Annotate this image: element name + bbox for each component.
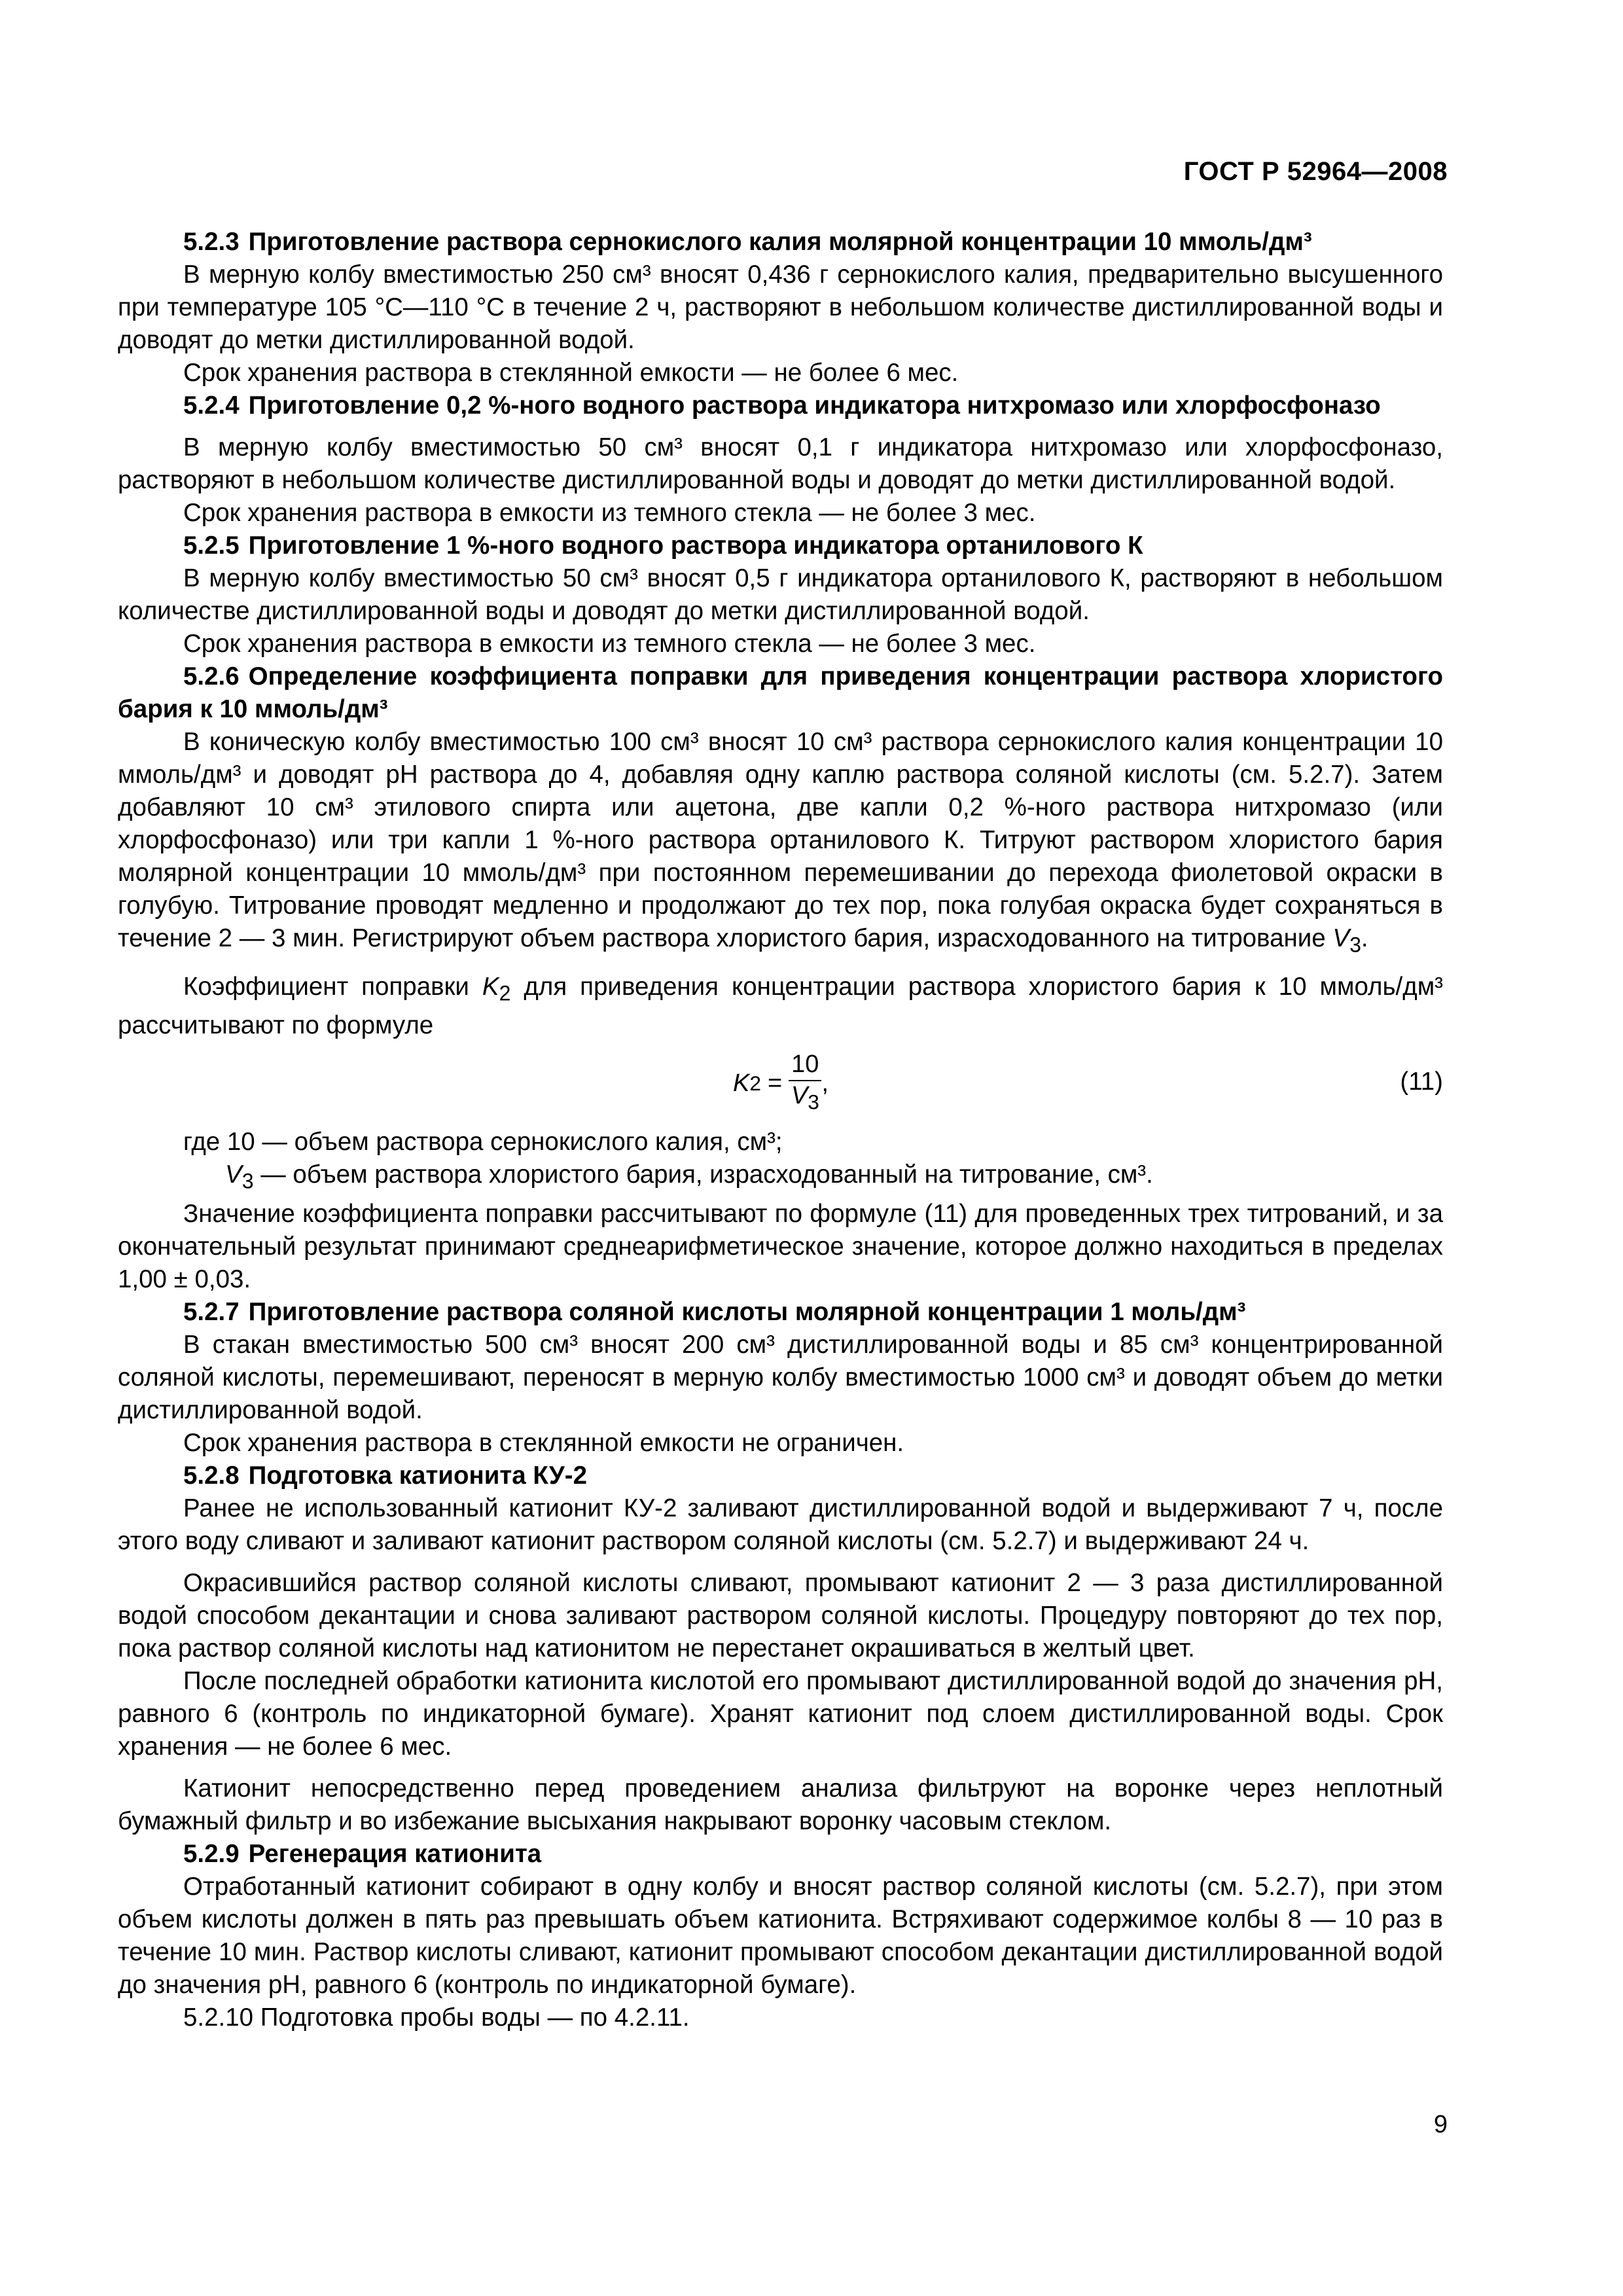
paragraph-text: для приведения концентрации раствора хлористого бария к 10 ммоль/дм³ рассчитывают по формуле (118, 972, 1444, 1040)
paragraph: Катионит непосредственно перед проведением анализа фильтруют на воронке через неплотный бумажный фильтр и во избежание высыхания накрывают воронку часовым стеклом. (118, 1774, 1443, 1836)
section-title: Приготовление 0,2 %-ного водного раствора индикатора нитхромазо или хлорфосфоназо (248, 391, 1381, 420)
section-title: Приготовление 1 %-ного водного раствора индикатора ортанилового К (248, 531, 1143, 560)
page-content (118, 226, 1443, 2034)
paragraph-text: В коническую колбу вместимостью 100 см³ вносят 10 см³ раствора сернокислого калия концентрации 10 ммоль/дм³ и доводят pH раствора до 4, добавляя одну каплю раствора соляной кислоты (см. 5.2.7). Затем добавляют 10 см³ этилового спирта или ацетона, две капли 0,2 %-ного раствора нитхромазо (или хлорфосфоназо) или три капли 1 %-ного раствора ортанилового К. Титруют раствором хлористого бария молярной концентрации 10 ммоль/дм³ при постоянном перемешивании до перехода фиолетовой окраски в голубую. Титрование проводят медленно и продолжают до тех пор, пока голубая окраска будет сохраняться в течение 2 — 3 мин. Регистрируют объем раствора хлористого бария, израсходованного на титрование (118, 728, 1443, 952)
page-number: 9 (1433, 2111, 1448, 2138)
paragraph: В стакан вместимостью 500 см³ вносят 200 см³ дистиллированной воды и 85 см³ концентрированной соляной кислоты, перемешивают, переносят в мерную колбу вместимостью 1000 см³ и доводят объем до метки дистиллированной водой. (118, 1331, 1443, 1425)
fraction (789, 1050, 821, 1117)
equals-sign: = (767, 1069, 783, 1098)
paragraph: В мерную колбу вместимостью 50 см³ вносят 0,1 г индикатора нитхромазо или хлорфосфоназо, растворяют в небольшом количестве дистиллированной воды и доводят до метки дистиллированной водой. (118, 433, 1443, 494)
subscript: 2 (499, 981, 511, 1005)
subscript: 3 (1349, 933, 1361, 957)
section-title: Определение коэффициента поправки для приведения концентрации раствора хлористого бария к 10 ммоль/дм³ (118, 662, 1443, 723)
punctuation: , (821, 1069, 829, 1098)
heading-5-2-4 (118, 389, 1443, 422)
section-number: 5.2.5 (183, 531, 240, 560)
formula-expression (733, 1050, 829, 1117)
paragraph: В мерную колбу вместимостью 50 см³ вносят 0,5 г индикатора ортанилового К, растворяют в небольшом количестве дистиллированной воды и доводят до метки дистиллированной водой. (118, 564, 1443, 625)
formula-lhs: K (733, 1069, 750, 1098)
formula-number: (11) (1400, 1067, 1443, 1096)
section-title: Регенерация катионита (248, 1840, 542, 1869)
paragraph: Значение коэффициента поправки рассчитывают по формуле (11) для проведенных трех титрований, и за окончательный результат принимают среднеарифметическое значение, которое должно находиться в пределах 1,00 ± 0,03. (118, 1200, 1443, 1294)
heading-5-2-7 (118, 1296, 1443, 1329)
paragraph: 5.2.10 Подготовка пробы воды — по 4.2.11. (183, 2003, 690, 2032)
paragraph: Отработанный катионит собирают в одну колбу и вносят раствор соляной кислоты (см. 5.2.7), при этом объем кислоты должен в пять раз превышать объем катионита. Встряхивают содержимое колбы 8 — 10 раз в течение 10 мин. Раствор кислоты сливают, катионит промывают способом декантации дистиллированной водой до значения pH, равного 6 (контроль по индикаторной бумаге). (118, 1873, 1443, 2000)
heading-5-2-3 (118, 226, 1443, 259)
section-title: Приготовление раствора соляной кислоты молярной концентрации 1 моль/дм³ (248, 1298, 1246, 1327)
paragraph-text: Коэффициент поправки (183, 972, 469, 1001)
formula-explanation: где 10 — объем раствора сернокислого калия, см³; (183, 1128, 783, 1157)
punctuation: . (1361, 924, 1368, 952)
paragraph (118, 971, 1443, 1043)
section-number: 5.2.3 (183, 228, 240, 256)
paragraph: Ранее не использованный катионит КУ-2 заливают дистиллированной водой и выдерживают 7 ч, после этого воду сливают и заливают катионит раствором соляной кислоты (см. 5.2.7) и выдерживают 24 ч. (118, 1494, 1443, 1556)
variable: V (791, 1082, 808, 1110)
paragraph-text: — объем раствора хлористого бария, израсходованный на титрование, см³. (260, 1160, 1153, 1189)
subscript: 3 (241, 1170, 254, 1194)
section-number: 5.2.4 (183, 391, 240, 420)
fraction-numerator: 10 (789, 1050, 821, 1081)
paragraph: После последней обработки катионита кислотой его промывают дистиллированной водой до значения pH, равного 6 (контроль по индикаторной бумаге). Хранят катионит под слоем дистиллированной воды. Срок хранения — не более 6 мес. (118, 1667, 1443, 1761)
fraction-denominator (791, 1081, 819, 1117)
heading-5-2-5 (118, 529, 1443, 562)
section-number: 5.2.8 (183, 1462, 240, 1490)
heading-5-2-9 (118, 1838, 1443, 1871)
paragraph: Срок хранения раствора в стеклянной емкости — не более 6 мес. (183, 359, 959, 387)
paragraph: В мерную колбу вместимостью 250 см³ вносят 0,436 г сернокислого калия, предварительно высушенного при температуре 105 °С—110 °С в течение 2 ч, растворяют в небольшом количестве дистиллированной воды и доводят до метки дистиллированной водой. (118, 260, 1443, 354)
variable: V (225, 1160, 242, 1189)
paragraph (118, 726, 1443, 961)
standard-header: ГОСТ Р 52964—2008 (1183, 157, 1448, 186)
variable: K (482, 972, 499, 1001)
heading-5-2-6 (118, 660, 1443, 726)
variable: V (1332, 924, 1350, 952)
heading-5-2-8 (118, 1460, 1443, 1492)
section-title: Приготовление раствора сернокислого калия молярной концентрации 10 ммоль/дм³ (248, 228, 1312, 256)
section-title: Подготовка катионита КУ-2 (248, 1462, 588, 1490)
paragraph: Срок хранения раствора в емкости из темного стекла — не более 3 мес. (183, 630, 1036, 658)
formula-explanation (118, 1158, 1443, 1198)
paragraph: Срок хранения раствора в емкости из темного стекла — не более 3 мес. (183, 499, 1036, 527)
subscript: 3 (808, 1090, 819, 1114)
paragraph: Срок хранения раствора в стеклянной емкости не ограничен. (183, 1429, 904, 1458)
paragraph: Окрасившийся раствор соляной кислоты сливают, промывают катионит 2 — 3 раза дистиллированной водой способом декантации и снова заливают раствором соляной кислоты. Процедуру повторяют до тех пор, пока раствор соляной кислоты над катионитом не перестанет окрашиваться в желтый цвет. (118, 1569, 1443, 1663)
section-number: 5.2.9 (183, 1840, 240, 1869)
formula-11 (118, 1047, 1443, 1119)
subscript: 2 (749, 1071, 761, 1096)
section-number: 5.2.6 (183, 662, 240, 691)
section-number: 5.2.7 (183, 1298, 240, 1327)
